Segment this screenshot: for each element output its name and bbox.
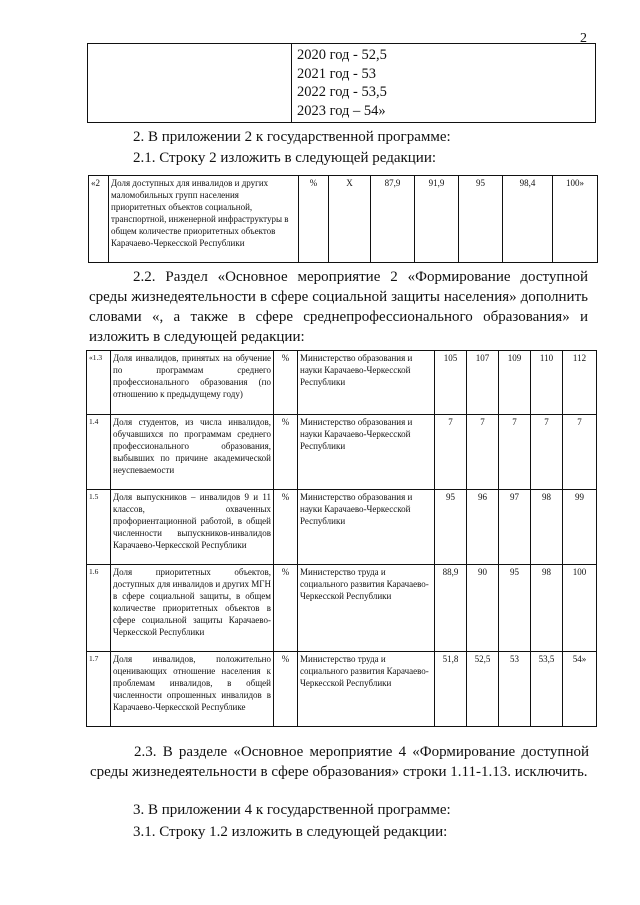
value-cell: 7 [499,415,531,490]
year-line: 2022 год - 53,5 [297,84,387,100]
continuation-table [87,43,596,123]
indicator-name: Доля доступных для инвалидов и других маломобильных групп населения приоритетных объектов социальной, транспортной, инженерной инфраструктуры в общем количестве приоритетных объектов Карачаево-Черкесской Республики [109,176,299,263]
value-cell: 100 [563,565,597,652]
value-cell: 54» [563,652,597,727]
table-row [87,565,597,652]
value-cell: 98,4 [503,176,553,263]
value-cell: 51,8 [435,652,467,727]
unit-cell: % [274,565,298,652]
empty-cell [88,44,292,123]
indicator-name: Доля инвалидов, принятых на обучение по программам среднего профессионального образования (по отношению к предыдущему году) [111,351,274,415]
year-values-cell [292,44,596,123]
paragraph-3-1: 3.1. Строку 1.2 изложить в следующей редакции: [133,824,448,840]
measures-table [86,350,597,727]
row-number: «2 [89,176,109,263]
value-cell: 105 [435,351,467,415]
value-cell: 97 [499,490,531,565]
value-cell: 99 [563,490,597,565]
paragraph-2-1: 2.1. Строку 2 изложить в следующей редакции: [133,150,437,166]
ministry-cell: Министерство труда и социального развития Карачаево-Черкесской Республики [298,565,435,652]
row2-table [88,175,598,263]
table-row [87,415,597,490]
unit-cell: % [274,652,298,727]
unit-cell: % [274,351,298,415]
year-line: 2020 год - 52,5 [297,47,387,63]
value-cell: 7 [563,415,597,490]
table-row [88,44,596,123]
value-cell: 88,9 [435,565,467,652]
value-cell: 90 [467,565,499,652]
row-number: 1.4 [87,415,111,490]
value-cell: 96 [467,490,499,565]
table-row [87,490,597,565]
value-cell: 112 [563,351,597,415]
row-number: 1.5 [87,490,111,565]
value-cell: 87,9 [371,176,415,263]
value-cell: 95 [435,490,467,565]
ministry-cell: Министерство образования и науки Карачаево-Черкесской Республики [298,490,435,565]
unit-cell: % [299,176,329,263]
value-cell: 52,5 [467,652,499,727]
indicator-name: Доля выпускников – инвалидов 9 и 11 классов, охваченных профориентационной работой, в общей численности выпускников-инвалидов Карачаево-Черкесской Республики [111,490,274,565]
ministry-cell: Министерство труда и социального развития Карачаево-Черкесской Республики [298,652,435,727]
value-cell: 95 [459,176,503,263]
unit-cell: % [274,490,298,565]
row-number: «1.3 [87,351,111,415]
value-cell: 7 [531,415,563,490]
ministry-cell: Министерство образования и науки Карачаево-Черкесской Республики [298,415,435,490]
table-row [87,652,597,727]
table-row [89,176,598,263]
paragraph-3: 3. В приложении 4 к государственной программе: [133,802,451,818]
value-cell: 109 [499,351,531,415]
value-cell: 98 [531,490,563,565]
value-cell: 7 [467,415,499,490]
paragraph-2: 2. В приложении 2 к государственной программе: [133,129,451,145]
value-cell: 100» [553,176,598,263]
indicator-name: Доля студентов, из числа инвалидов, обучавшихся по программам среднего профессионального образования, выбывших по причине академической неуспеваемости [111,415,274,490]
row-number: 1.7 [87,652,111,727]
table-row [87,351,597,415]
paragraph-2-3: 2.3. В разделе «Основное мероприятие 4 «Формирование доступной среды жизнедеятельности в сфере образования» строки 1.11-1.13. исключить. [90,744,589,780]
value-cell: 98 [531,565,563,652]
indicator-name: Доля инвалидов, положительно оценивающих отношение населения к проблемам инвалидов, в общей численности опрошенных инвалидов в Карачаево-Черкесской Республике [111,652,274,727]
base-cell: Х [329,176,371,263]
unit-cell: % [274,415,298,490]
ministry-cell: Министерство образования и науки Карачаево-Черкесской Республики [298,351,435,415]
value-cell: 110 [531,351,563,415]
value-cell: 53,5 [531,652,563,727]
paragraph-2-2: 2.2. Раздел «Основное мероприятие 2 «Формирование доступной среды жизнедеятельности в сфере социальной защиты населения» дополнить словами «, а также в сфере среднепрофессионального образования» и изложить в следующей редакции: [89,269,588,345]
value-cell: 53 [499,652,531,727]
year-line: 2021 год - 53 [297,65,376,82]
value-cell: 107 [467,351,499,415]
year-line: 2023 год – 54» [297,102,386,119]
value-cell: 95 [499,565,531,652]
indicator-name: Доля приоритетных объектов, доступных для инвалидов и других МГН в сфере социальной защиты, в общем количестве приоритетных объектов в сфере социальной защиты Карачаево-Черкесской Республики [111,565,274,652]
row-number: 1.6 [87,565,111,652]
page-number: 2 [580,31,587,46]
value-cell: 91,9 [415,176,459,263]
value-cell: 7 [435,415,467,490]
